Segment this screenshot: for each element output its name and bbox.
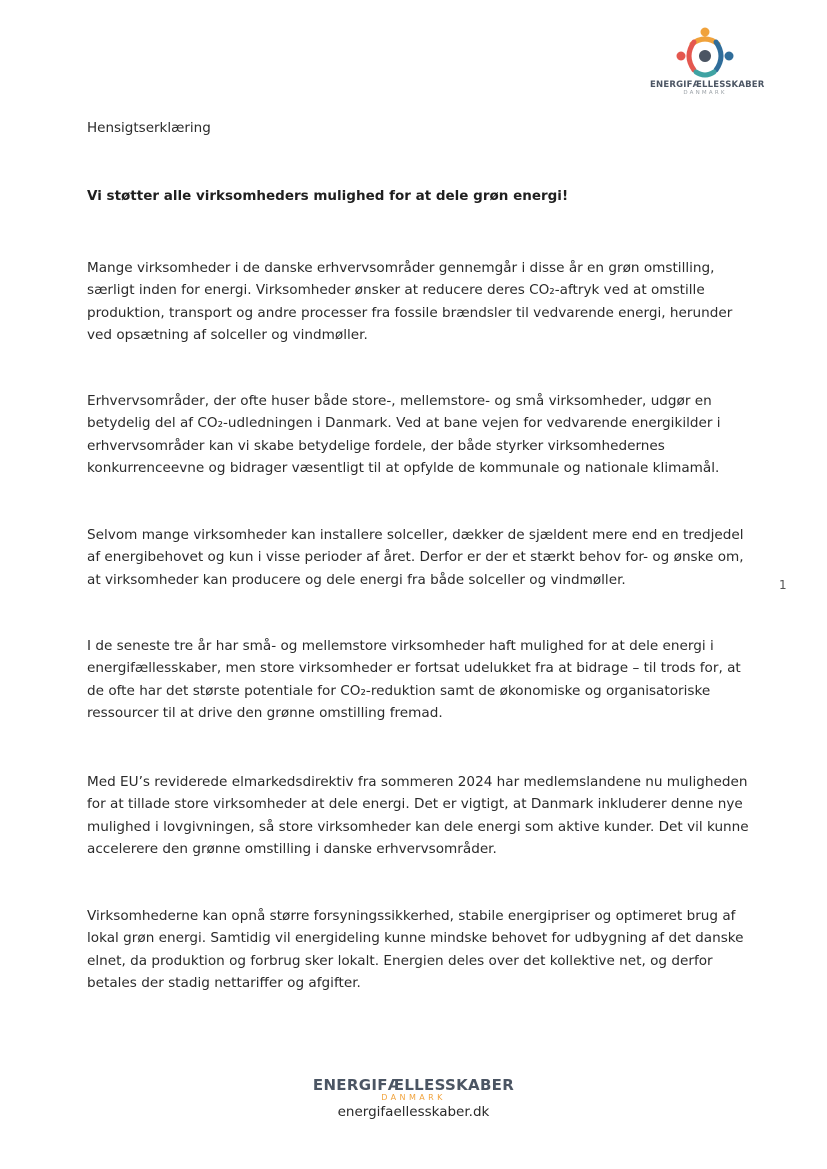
- paragraph-text: Mange virksomheder i de danske erhvervsområder gennemgår i disse år en grøn omstilling, særligt inden for energi. Virksomheder ønsker at reducere deres CO₂-aftryk ved at omstille produktion, transport og andre processer fra fossile brændsler til vedvarende energi, herunder ved opsætning af solceller og vindmøller.: [87, 260, 733, 343]
- energifaellesskaber-logo-icon: [670, 26, 740, 78]
- paragraph: [87, 635, 755, 724]
- logo-brand-subtext: DANMARK: [683, 90, 727, 96]
- paragraph-text: Med EU’s reviderede elmarkedsdirektiv fra sommeren 2024 har medlemslandene nu muligheden for at tillade store virksomheder at dele energi. Det er vigtigt, at Danmark inkluderer denne nye mulighed i lovgivningen, så store virksomheder kan dele energi som aktive kunder. Det vil kunne accelerere den grønne omstilling i danske erhvervsområder.: [87, 774, 749, 857]
- document-heading: Vi støtter alle virksomheders mulighed for at dele grøn energi!: [87, 188, 569, 204]
- footer-brand-subtext: DANMARK: [381, 1093, 446, 1102]
- paragraph-text: I de seneste tre år har små- og mellemstore virksomheder haft mulighed for at dele energi i energifællesskaber, men store virksomheder er fortsat udelukket fra at bidrage – til trods for, at de ofte har det største potentiale for CO₂-reduktion samt de økonomiske og organisatoriske ressourcer til at drive den grønne omstilling fremad.: [87, 638, 741, 721]
- logo-header: [650, 26, 765, 106]
- paragraph-text: Selvom mange virksomheder kan installere solceller, dækker de sjældent mere end en tredjedel af energibehovet og kun i visse perioder af året. Derfor er der et stærkt behov for- og ønske om, at virksomheder kan producere og dele energi fra både solceller og vindmøller.: [87, 527, 744, 588]
- footer-url: energifaellesskaber.dk: [337, 1104, 490, 1120]
- page-number: 1: [779, 578, 787, 592]
- paragraph: [87, 390, 755, 479]
- logo-brand-text: ENERGIFÆLLESSKABER: [650, 80, 765, 90]
- footer: [0, 1076, 827, 1120]
- footer-brand-text: ENERGIFÆLLESSKABER: [312, 1076, 515, 1094]
- paragraph: [87, 524, 755, 591]
- paragraph-text: Virksomhederne kan opnå større forsyningssikkerhed, stabile energipriser og optimeret brug af lokal grøn energi. Samtidig vil energideling kunne mindske behovet for udbygning af det danske elnet, da produktion og forbrug sker lokalt. Energien deles over det kollektive net, og derfor betales der stadig nettariffer og afgifter.: [87, 908, 744, 991]
- document-type: Hensigtserklæring: [87, 120, 211, 136]
- paragraph: [87, 257, 755, 346]
- paragraph-text: Erhvervsområder, der ofte huser både store-, mellemstore- og små virksomheder, udgør en betydelig del af CO₂-udledningen i Danmark. Ved at bane vejen for vedvarende energikilder i erhvervsområder kan vi skabe betydelige fordele, der både styrker virksomhedernes konkurrenceevne og bidrager væsentligt til at opfylde de kommunale og nationale klimamål.: [87, 393, 721, 476]
- paragraph: [87, 905, 755, 994]
- paragraph: [87, 771, 755, 860]
